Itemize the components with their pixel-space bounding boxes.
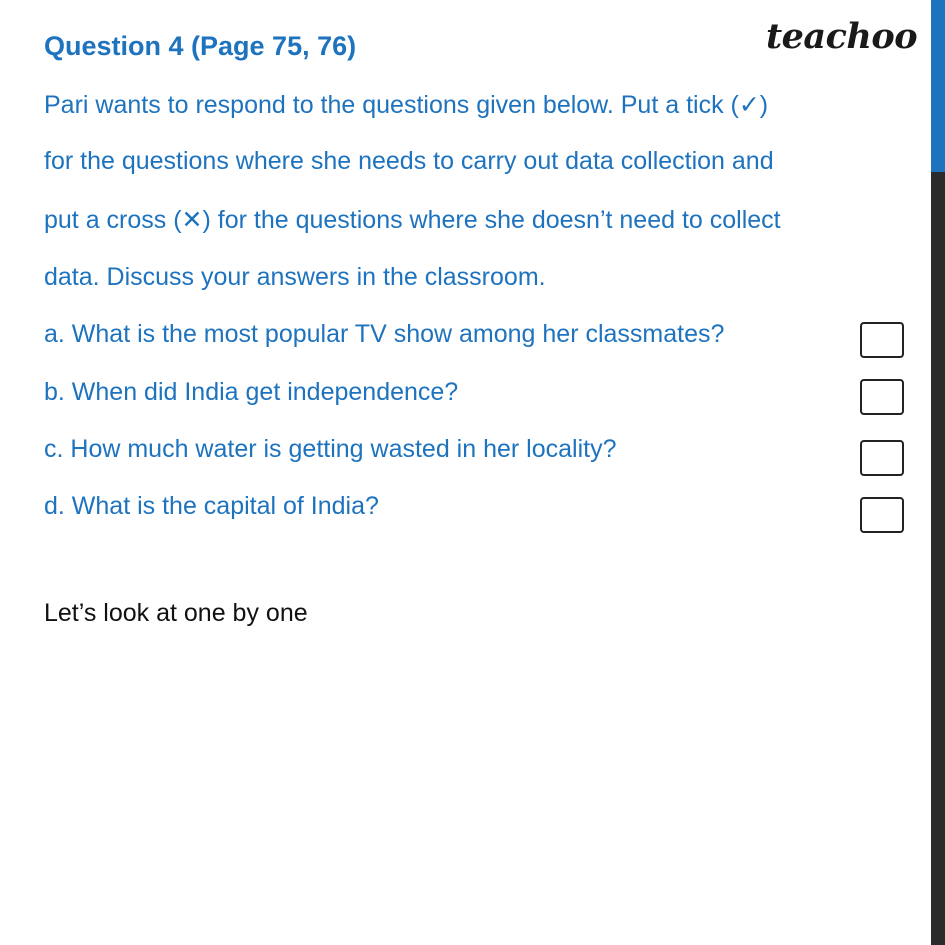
question-b: b. When did India get independence? [44, 378, 459, 406]
scrollbar-thumb[interactable] [931, 0, 945, 172]
scrollbar-track[interactable] [931, 0, 945, 945]
question-title: Question 4 (Page 75, 76) [44, 31, 357, 61]
intro-line-4: data. Discuss your answers in the classroom. [44, 263, 546, 291]
answer-box-c[interactable] [860, 440, 904, 476]
intro-line-1: Pari wants to respond to the questions given below. Put a tick (✓) [44, 91, 769, 119]
answer-box-a[interactable] [860, 322, 904, 358]
question-a: a. What is the most popular TV show among her classmates? [44, 320, 725, 348]
question-d: d. What is the capital of India? [44, 492, 379, 520]
intro-line-3: put a cross (✕) for the questions where she doesn’t need to collect [44, 206, 781, 234]
answer-box-b[interactable] [860, 379, 904, 415]
closing-text: Let’s look at one by one [44, 599, 308, 627]
teachoo-logo: teachoo [766, 16, 918, 57]
question-c: c. How much water is getting wasted in her locality? [44, 435, 617, 463]
answer-box-d[interactable] [860, 497, 904, 533]
intro-line-2: for the questions where she needs to carry out data collection and [44, 147, 774, 175]
